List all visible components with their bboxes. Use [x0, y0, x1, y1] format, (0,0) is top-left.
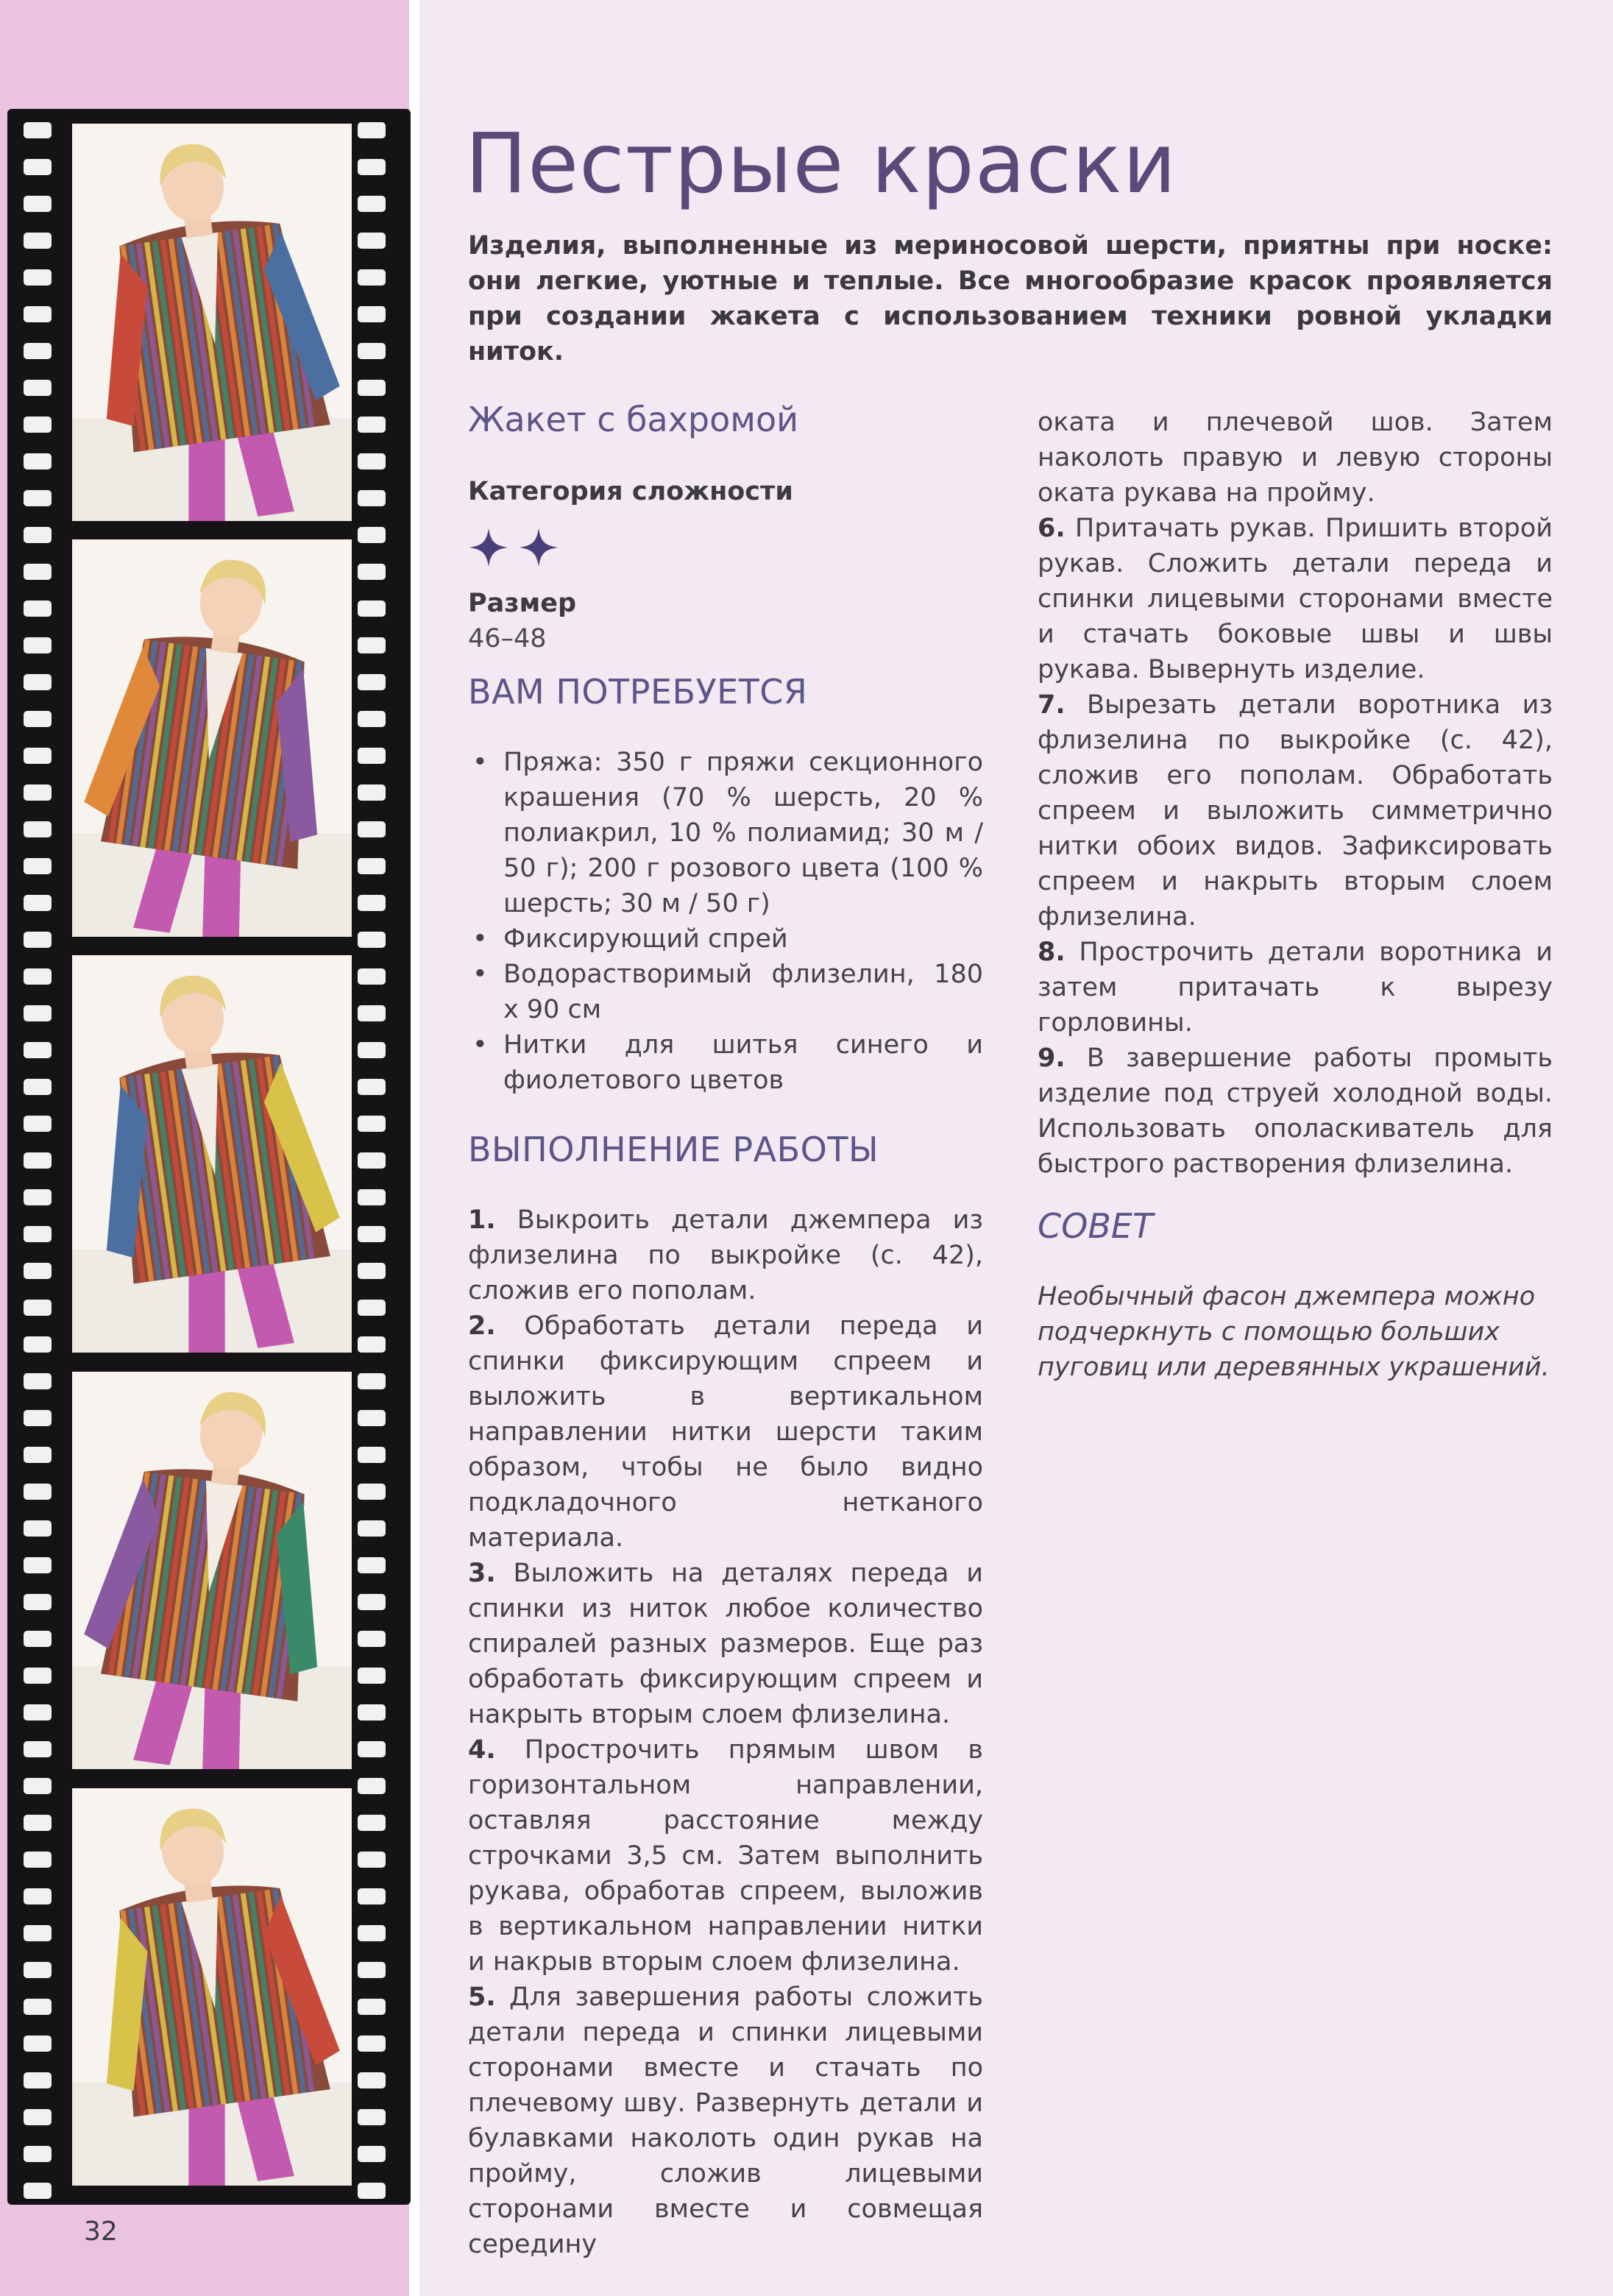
- instruction-step: [468, 1980, 983, 2262]
- photo-frame: [72, 955, 352, 1353]
- film-perforation: [358, 453, 386, 470]
- film-perforation: [358, 380, 386, 396]
- film-perforation: [358, 269, 386, 286]
- film-perforation: [358, 858, 386, 874]
- photo-frame: [72, 1372, 352, 1769]
- film-perforation: [24, 784, 52, 801]
- film-perforation: [358, 1594, 386, 1610]
- step-number: 7.: [1038, 690, 1066, 720]
- step-number: 2.: [468, 1311, 496, 1341]
- instruction-continuation: оката и плечевой шов. Затем наколоть правую и левую стороны оката рукава на пройму.: [1038, 408, 1553, 508]
- film-perforation: [358, 1778, 386, 1794]
- film-perforation: [24, 1962, 52, 1978]
- film-perforation: [24, 1005, 52, 1021]
- step-text: Выкроить детали джемпера из флизелина по выкройке (с. 42), сложив его пополам.: [468, 1205, 983, 1305]
- list-item: • Водорастворимый флизелин, 180 х 90 см: [468, 957, 983, 1027]
- film-perforation: [358, 343, 386, 359]
- film-perforation: [24, 1447, 52, 1463]
- film-perforation: [358, 1079, 386, 1095]
- film-perforation: [24, 600, 52, 617]
- film-perforation: [24, 1704, 52, 1721]
- film-perforation: [24, 1484, 52, 1500]
- film-perforation: [358, 1557, 386, 1573]
- film-perforation: [358, 2146, 386, 2162]
- film-perforation: [24, 417, 52, 433]
- instruction-step: [468, 1202, 983, 1308]
- film-perforation: [24, 2183, 52, 2199]
- film-perforation: [358, 2035, 386, 2052]
- film-perforation: [24, 2035, 52, 2052]
- instruction-step: [1038, 935, 1553, 1041]
- model-photo: [72, 1372, 352, 1769]
- list-item: • Нитки для шитья синего и фиолетового цветов: [468, 1027, 983, 1098]
- page-title: Пестрые краски: [465, 116, 1177, 212]
- model-photo: [72, 539, 352, 937]
- difficulty-rating: [468, 527, 983, 571]
- film-perforation: [358, 2109, 386, 2125]
- instruction-step: [468, 1732, 983, 1980]
- film-perforation: [24, 196, 52, 212]
- film-perforation: [358, 1042, 386, 1058]
- project-title: Жакет с бахромой: [468, 400, 799, 439]
- film-perforation: [24, 2109, 52, 2125]
- film-perforation: [358, 1520, 386, 1537]
- film-perforation: [24, 159, 52, 175]
- step-text: Выложить на деталях переда и спинки из ниток любое количество спиралей разных размеров. Еще раз обработать фиксирующим спреем и накрыть вторым слоем флизелина.: [468, 1559, 983, 1729]
- film-perforation: [24, 968, 52, 985]
- film-perforation: [24, 1152, 52, 1169]
- step-number: 6.: [1038, 514, 1066, 543]
- materials-list: [468, 745, 983, 1098]
- step-number: 3.: [468, 1559, 496, 1588]
- film-perforation: [358, 637, 386, 653]
- film-perforation: [24, 1594, 52, 1610]
- film-perforation: [358, 2183, 386, 2199]
- film-perforation: [24, 1631, 52, 1647]
- instructions-heading: ВЫПОЛНЕНИЕ РАБОТЫ: [468, 1130, 879, 1169]
- instruction-step: [1038, 687, 1553, 935]
- film-perforation: [358, 1631, 386, 1647]
- film-perforation: [24, 748, 52, 764]
- step-number: 1.: [468, 1205, 496, 1235]
- film-perforation: [358, 1263, 386, 1279]
- film-perforation: [24, 564, 52, 580]
- instruction-step: [468, 1308, 983, 1556]
- film-perforation: [358, 1226, 386, 1242]
- film-perforation: [358, 932, 386, 948]
- step-number: 9.: [1038, 1044, 1066, 1073]
- film-perforation: [358, 1668, 386, 1684]
- film-perforation: [358, 490, 386, 506]
- film-perforation: [358, 1410, 386, 1426]
- photo-frame: [72, 124, 352, 521]
- film-perforation: [24, 1925, 52, 1941]
- film-perforation: [358, 1888, 386, 1905]
- film-perforation: [24, 1042, 52, 1058]
- difficulty-star-icon: [468, 527, 509, 568]
- film-perforation: [358, 417, 386, 433]
- step-text: Прострочить прямым швом в горизонтальном направлении, оставляя расстояние между строчками 3,5 см. Затем выполнить рукава, обработав спреем, выложив в вертикальном направлении нитки и накрыв вторым слоем флизелина.: [468, 1735, 983, 1977]
- film-perforation: [24, 1741, 52, 1757]
- film-perforation: [24, 1263, 52, 1279]
- film-perforation: [24, 2146, 52, 2162]
- film-perforation: [24, 821, 52, 837]
- film-perforation: [24, 233, 52, 249]
- step-text: Вырезать детали воротника из флизелина по выкройке (с. 42), сложив его пополам. Обработать спреем и выложить симметрично нитки обоих видов. Зафиксировать спреем и накрыть вторым слоем флизелина.: [1038, 690, 1553, 932]
- film-perforation: [24, 674, 52, 690]
- step-text: Для завершения работы сложить детали переда и спинки лицевыми сторонами вместе и стачать по плечевому шву. Развернуть детали и булавками наколоть один рукав на пройму, сложив лицевыми сторонами вместе и совмещая середину: [468, 1983, 983, 2259]
- film-perforation: [358, 1704, 386, 1721]
- step-text: В завершение работы промыть изделие под струей холодной воды. Использовать ополаскиватель для быстрого растворения флизелина.: [1038, 1044, 1553, 1179]
- film-perforation: [358, 674, 386, 690]
- size-value: 46–48: [468, 624, 547, 653]
- film-perforation: [358, 1741, 386, 1757]
- difficulty-label: Категория сложности: [468, 477, 793, 506]
- film-perforation: [24, 1373, 52, 1389]
- model-photo: [72, 124, 352, 521]
- film-perforation: [358, 159, 386, 175]
- film-perforation: [24, 1079, 52, 1095]
- film-perforation: [358, 1005, 386, 1021]
- film-perforation: [24, 1189, 52, 1205]
- film-perforation: [24, 1999, 52, 2015]
- step-text: Обработать детали переда и спинки фиксирующим спреем и выложить в вертикальном направлении нитки шерсти таким образом, чтобы не было видно подкладочного нетканого материала.: [468, 1311, 983, 1553]
- film-perforation: [24, 490, 52, 506]
- film-perforation: [24, 1116, 52, 1132]
- film-perforation: [358, 711, 386, 727]
- film-perforation: [24, 1557, 52, 1573]
- film-perforation: [358, 1447, 386, 1463]
- film-perforation: [24, 858, 52, 874]
- photo-filmstrip: [7, 109, 411, 2205]
- film-perforation: [358, 196, 386, 212]
- model-photo: [72, 955, 352, 1353]
- photo-frame: [72, 1788, 352, 2186]
- film-perforation: [24, 637, 52, 653]
- page-number: 32: [84, 2217, 118, 2247]
- film-perforation: [358, 122, 386, 138]
- film-perforation: [358, 1925, 386, 1941]
- intro-paragraph: Изделия, выполненные из мериносовой шерсти, приятны при носке: они легкие, уютные и теплые. Все многообразие красок проявляется при создании жакета с использованием техники ровной укладки ниток.: [468, 231, 1553, 366]
- film-perforation: [358, 600, 386, 617]
- right-text-column: [1038, 405, 1553, 1385]
- film-perforation: [358, 564, 386, 580]
- tip-heading: СОВЕТ: [1038, 1206, 1154, 1246]
- film-perforation: [358, 1336, 386, 1353]
- left-text-column: [468, 397, 983, 2262]
- instruction-step: [1038, 511, 1553, 687]
- step-text: Прострочить детали воротника и затем притачать к вырезу горловины.: [1038, 938, 1553, 1038]
- film-perforation: [24, 711, 52, 727]
- film-perforation: [24, 1520, 52, 1537]
- model-photo: [72, 1788, 352, 2186]
- list-item: • Пряжа: 350 г пряжи секционного крашения (70 % шерсть, 20 % полиакрил, 10 % полиамид; 30 м / 50 г); 200 г розового цвета (100 % шерсть; 30 м / 50 г): [468, 745, 983, 921]
- film-perforation: [24, 1815, 52, 1831]
- film-perforation: [24, 1226, 52, 1242]
- instruction-step: [1038, 1041, 1553, 1182]
- film-perforation: [358, 1300, 386, 1316]
- list-item: • Фиксирующий спрей: [468, 921, 983, 957]
- film-perforation: [358, 895, 386, 911]
- film-perforation: [24, 269, 52, 286]
- film-perforation: [24, 1888, 52, 1905]
- film-perforation: [358, 1189, 386, 1205]
- photo-frame: [72, 539, 352, 937]
- instruction-step: [468, 1556, 983, 1732]
- film-perforation: [358, 1962, 386, 1978]
- film-perforation: [24, 1336, 52, 1353]
- film-perforation: [358, 1852, 386, 1868]
- film-perforation: [358, 306, 386, 322]
- film-perforation: [358, 527, 386, 543]
- film-perforation: [358, 1999, 386, 2015]
- film-perforation: [358, 784, 386, 801]
- difficulty-star-icon: [518, 527, 559, 568]
- film-perforation: [24, 1668, 52, 1684]
- film-perforation: [24, 380, 52, 396]
- film-perforation: [358, 1815, 386, 1831]
- step-number: 8.: [1038, 938, 1066, 967]
- film-perforation: [24, 932, 52, 948]
- film-perforation: [24, 122, 52, 138]
- film-perforation: [24, 1852, 52, 1868]
- film-perforation: [358, 1484, 386, 1500]
- film-perforation: [24, 527, 52, 543]
- film-perforation: [358, 2072, 386, 2088]
- film-perforation: [358, 821, 386, 837]
- tip-text: Необычный фасон джемпера можно подчеркнуть с помощью больших пуговиц или деревянных украшений.: [1038, 1282, 1550, 1382]
- film-perforation: [24, 343, 52, 359]
- film-perforation: [24, 895, 52, 911]
- size-label: Размер: [468, 589, 577, 618]
- column-divider: [409, 0, 419, 2296]
- film-perforation: [358, 1373, 386, 1389]
- film-perforation: [24, 1778, 52, 1794]
- film-perforation: [24, 306, 52, 322]
- materials-heading: ВАМ ПОТРЕБУЕТСЯ: [468, 672, 808, 712]
- film-perforation: [24, 1410, 52, 1426]
- film-perforation: [358, 1152, 386, 1169]
- film-perforation: [358, 968, 386, 985]
- step-number: 4.: [468, 1735, 496, 1765]
- film-perforation: [358, 748, 386, 764]
- film-perforation: [358, 233, 386, 249]
- step-number: 5.: [468, 1983, 496, 2012]
- film-perforation: [24, 453, 52, 470]
- film-perforation: [24, 2072, 52, 2088]
- film-perforation: [358, 1116, 386, 1132]
- film-perforation: [24, 1300, 52, 1316]
- step-text: Притачать рукав. Пришить второй рукав. Сложить детали переда и спинки лицевыми сторонами вместе и стачать боковые швы и швы рукава. Вывернуть изделие.: [1038, 514, 1553, 684]
